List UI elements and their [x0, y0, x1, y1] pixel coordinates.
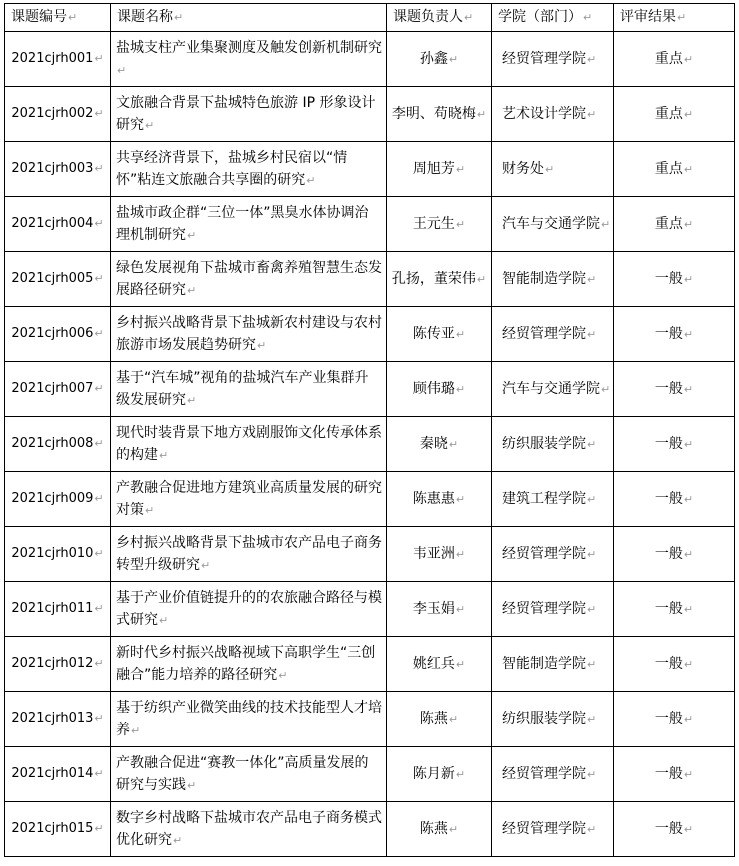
cell-project-leader: 李明、苟晓梅↵: [387, 87, 492, 142]
cell-project-title: 基于“汽车城”视角的盐城汽车产业集群升级发展研究↵: [111, 362, 387, 417]
cell-project-title: 共享经济背景下，盐城乡村民宿以“情怀”粘连文旅融合共享圈的研究↵: [111, 142, 387, 197]
cell-project-code: 2021cjrh009↵: [5, 472, 111, 527]
cell-project-title: 数字乡村战略下盐城市农产品电子商务模式优化研究↵: [111, 802, 387, 857]
table-row: [5, 32, 735, 87]
cell-department: 智能制造学院↵: [492, 252, 614, 307]
cell-review-result: 一般↵: [614, 582, 735, 637]
cell-review-result: 一般↵: [614, 802, 735, 857]
cell-project-code: 2021cjrh002↵: [5, 87, 111, 142]
table-row: [5, 362, 735, 417]
cell-review-result: 一般↵: [614, 362, 735, 417]
cell-department: 纺织服装学院↵: [492, 417, 614, 472]
cell-review-result: 一般↵: [614, 307, 735, 362]
cell-project-code: 2021cjrh003↵: [5, 142, 111, 197]
cell-department: 财务处↵: [492, 142, 614, 197]
cell-project-code: 2021cjrh006↵: [5, 307, 111, 362]
table-row: [5, 637, 735, 692]
cell-project-title: 乡村振兴战略背景下盐城新农村建设与农村旅游市场发展趋势研究↵: [111, 307, 387, 362]
cell-project-leader: 李玉娟↵: [387, 582, 492, 637]
table-row: [5, 197, 735, 252]
cell-project-leader: 秦晓↵: [387, 417, 492, 472]
cell-department: 经贸管理学院↵: [492, 747, 614, 802]
cell-project-leader: 孙鑫↵: [387, 32, 492, 87]
cell-project-title: 文旅融合背景下盐城特色旅游 IP 形象设计研究↵: [111, 87, 387, 142]
cell-project-title: 基于产业价值链提升的的农旅融合路径与模式研究↵: [111, 582, 387, 637]
cell-project-leader: 孔扬，董荣伟↵: [387, 252, 492, 307]
cell-project-code: 2021cjrh011↵: [5, 582, 111, 637]
cell-department: 经贸管理学院↵: [492, 802, 614, 857]
cell-project-code: 2021cjrh012↵: [5, 637, 111, 692]
cell-project-code: 2021cjrh013↵: [5, 692, 111, 747]
cell-project-title: 盐城市政企群“三位一体”黑臭水体协调治理机制研究↵: [111, 197, 387, 252]
cell-project-leader: 韦亚洲↵: [387, 527, 492, 582]
header-project-leader: 课题负责人↵: [387, 4, 492, 32]
cell-department: 智能制造学院↵: [492, 637, 614, 692]
cell-project-title: 绿色发展视角下盐城市畜禽养殖智慧生态发展路径研究↵: [111, 252, 387, 307]
table-body: [5, 32, 735, 857]
cell-review-result: 重点↵: [614, 142, 735, 197]
cell-project-leader: 顾伟璐↵: [387, 362, 492, 417]
cell-review-result: 重点↵: [614, 197, 735, 252]
table-row: [5, 802, 735, 857]
cell-project-leader: 陈燕↵: [387, 692, 492, 747]
cell-project-code: 2021cjrh010↵: [5, 527, 111, 582]
cell-department: 汽车与交通学院↵: [492, 362, 614, 417]
cell-project-leader: 陈月新↵: [387, 747, 492, 802]
table-header-row: [5, 4, 735, 32]
table-row: [5, 87, 735, 142]
cell-review-result: 一般↵: [614, 747, 735, 802]
cell-department: 纺织服装学院↵: [492, 692, 614, 747]
cell-review-result: 一般↵: [614, 472, 735, 527]
table-row: [5, 142, 735, 197]
cell-project-code: 2021cjrh001↵: [5, 32, 111, 87]
cell-department: 建筑工程学院↵: [492, 472, 614, 527]
cell-department: 经贸管理学院↵: [492, 527, 614, 582]
cell-project-code: 2021cjrh005↵: [5, 252, 111, 307]
header-department: 学院（部门）↵: [492, 4, 614, 32]
cell-review-result: 一般↵: [614, 527, 735, 582]
table-row: [5, 307, 735, 362]
table-row: [5, 527, 735, 582]
cell-project-title: 产教融合促进地方建筑业高质量发展的研究对策↵: [111, 472, 387, 527]
table-row: [5, 252, 735, 307]
cell-department: 汽车与交通学院↵: [492, 197, 614, 252]
header-project-title: 课题名称↵: [111, 4, 387, 32]
cell-project-title: 现代时装背景下地方戏剧服饰文化传承体系的构建↵: [111, 417, 387, 472]
cell-project-code: 2021cjrh015↵: [5, 802, 111, 857]
cell-project-title: 盐城支柱产业集聚测度及触发创新机制研究↵: [111, 32, 387, 87]
table-row: [5, 417, 735, 472]
cell-review-result: 一般↵: [614, 417, 735, 472]
cell-project-title: 产教融合促进“赛教一体化”高质量发展的研究与实践↵: [111, 747, 387, 802]
cell-project-title: 乡村振兴战略背景下盐城市农产品电子商务转型升级研究↵: [111, 527, 387, 582]
header-project-code: 课题编号↵: [5, 4, 111, 32]
table-row: [5, 582, 735, 637]
cell-review-result: 一般↵: [614, 692, 735, 747]
cell-project-title: 新时代乡村振兴战略视域下高职学生“三创融合”能力培养的路径研究↵: [111, 637, 387, 692]
cell-department: 经贸管理学院↵: [492, 32, 614, 87]
cell-project-code: 2021cjrh007↵: [5, 362, 111, 417]
cell-project-leader: 陈燕↵: [387, 802, 492, 857]
cell-project-title: 基于纺织产业微笑曲线的技术技能型人才培养↵: [111, 692, 387, 747]
cell-review-result: 一般↵: [614, 252, 735, 307]
cell-department: 经贸管理学院↵: [492, 582, 614, 637]
cell-department: 经贸管理学院↵: [492, 307, 614, 362]
table-row: [5, 472, 735, 527]
table-row: [5, 747, 735, 802]
cell-project-code: 2021cjrh008↵: [5, 417, 111, 472]
cell-department: 艺术设计学院↵: [492, 87, 614, 142]
cell-project-code: 2021cjrh004↵: [5, 197, 111, 252]
cell-project-leader: 姚红兵↵: [387, 637, 492, 692]
cell-review-result: 重点↵: [614, 87, 735, 142]
table-row: [5, 692, 735, 747]
cell-project-code: 2021cjrh014↵: [5, 747, 111, 802]
cell-review-result: 一般↵: [614, 637, 735, 692]
cell-project-leader: 周旭芳↵: [387, 142, 492, 197]
cell-project-leader: 王元生↵: [387, 197, 492, 252]
cell-review-result: 重点↵: [614, 32, 735, 87]
research-projects-table: [4, 3, 735, 857]
cell-project-leader: 陈惠惠↵: [387, 472, 492, 527]
cell-project-leader: 陈传亚↵: [387, 307, 492, 362]
header-review-result: 评审结果↵: [614, 4, 735, 32]
